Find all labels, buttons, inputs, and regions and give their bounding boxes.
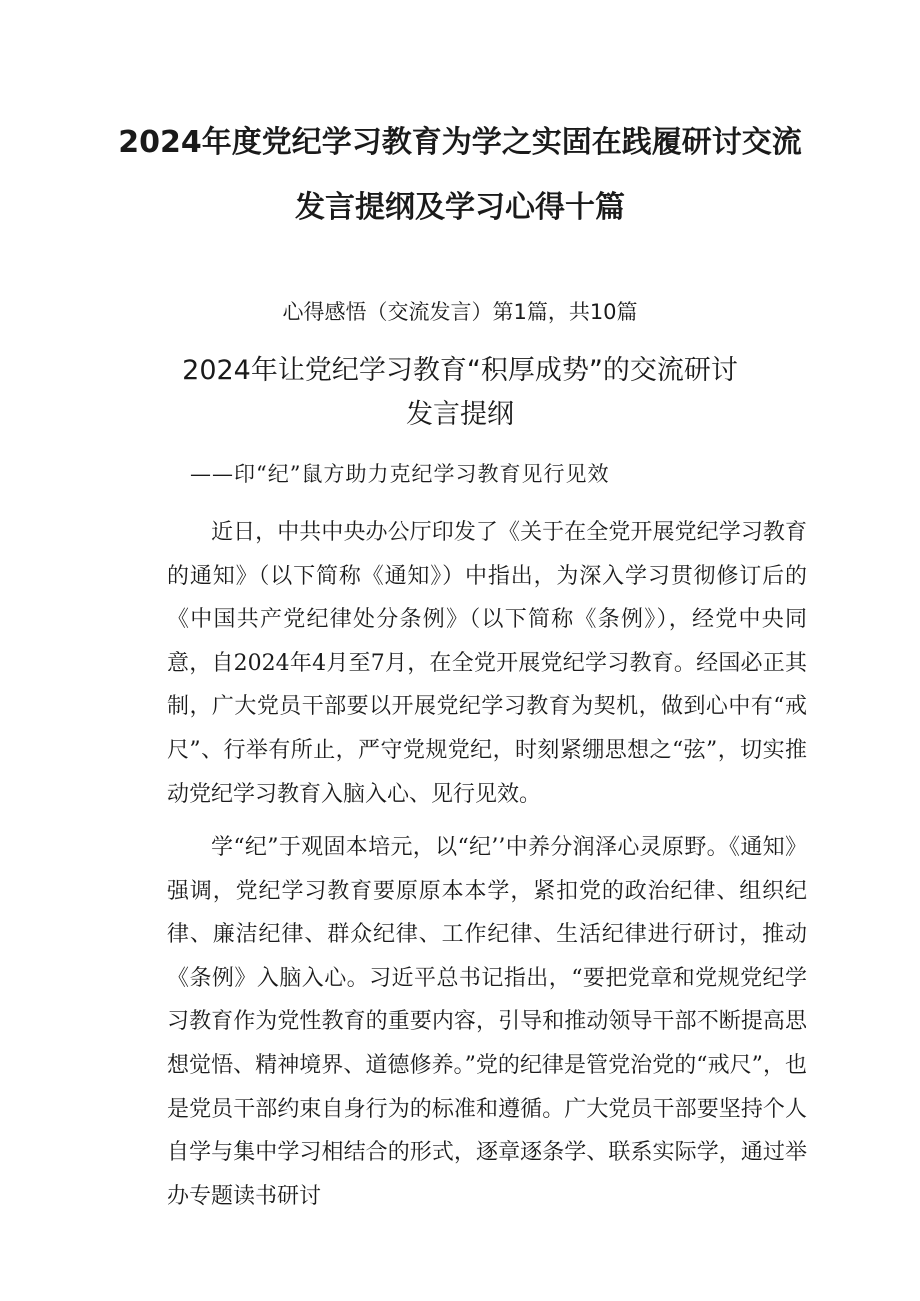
document-title-line-2: 发言提纲及学习心得十篇 <box>295 190 625 225</box>
article-subtitle: ——印“纪”鼠方助力克纪学习教育见行见效 <box>190 462 610 486</box>
section-label: 心得感悟（交流发言）第1篇，共10篇 <box>282 300 638 324</box>
document-title-line-1: 2024年度党纪学习教育为学之实固在践履研讨交流 <box>118 125 802 160</box>
article-title-line-1: 2024年让党纪学习教育“积厚成势”的交流研讨 <box>182 355 738 386</box>
article-title-line-2: 发言提纲 <box>406 399 514 430</box>
body-paragraph-2: 学“纪”于观固本培元，以“纪’’中养分润泽心灵原野。《通知》强调，党纪学习教育要原原本本学，紧扣党的政治纪律、组织纪律、廉洁纪律、群众纪律、工作纪律、生活纪律进行研讨，推动《条例》入脑入心。习近平总书记指出，“要把党章和党规党纪学习教育作为党性教育的重要内容，引导和推动领导干部不断提高思想觉悟、精神境界、道德修养。”党的纪律是管党治党的“戒尺”，也是党员干部约束自身行为的标准和遵循。广大党员干部要坚持个人自学与集中学习相结合的形式，逐章逐条学、联系实际学，通过举办专题读书研讨 <box>167 835 807 1209</box>
body-paragraph-1: 近日，中共中央办公厅印发了《关于在全党开展党纪学习教育的通知》（以下简称《通知》）中指出，为深入学习贯彻修订后的《中国共产党纪律处分条例》（以下简称《条例》），经党中央同意，自2024年4月至7月，在全党开展党纪学习教育。经国必正其制，广大党员干部要以开展党纪学习教育为契机，做到心中有“戒尺”、行举有所止，严守党规党纪，时刻紧绷思想之“弦”，切实推动党纪学习教育入脑入心、见行见效。 <box>167 520 807 807</box>
